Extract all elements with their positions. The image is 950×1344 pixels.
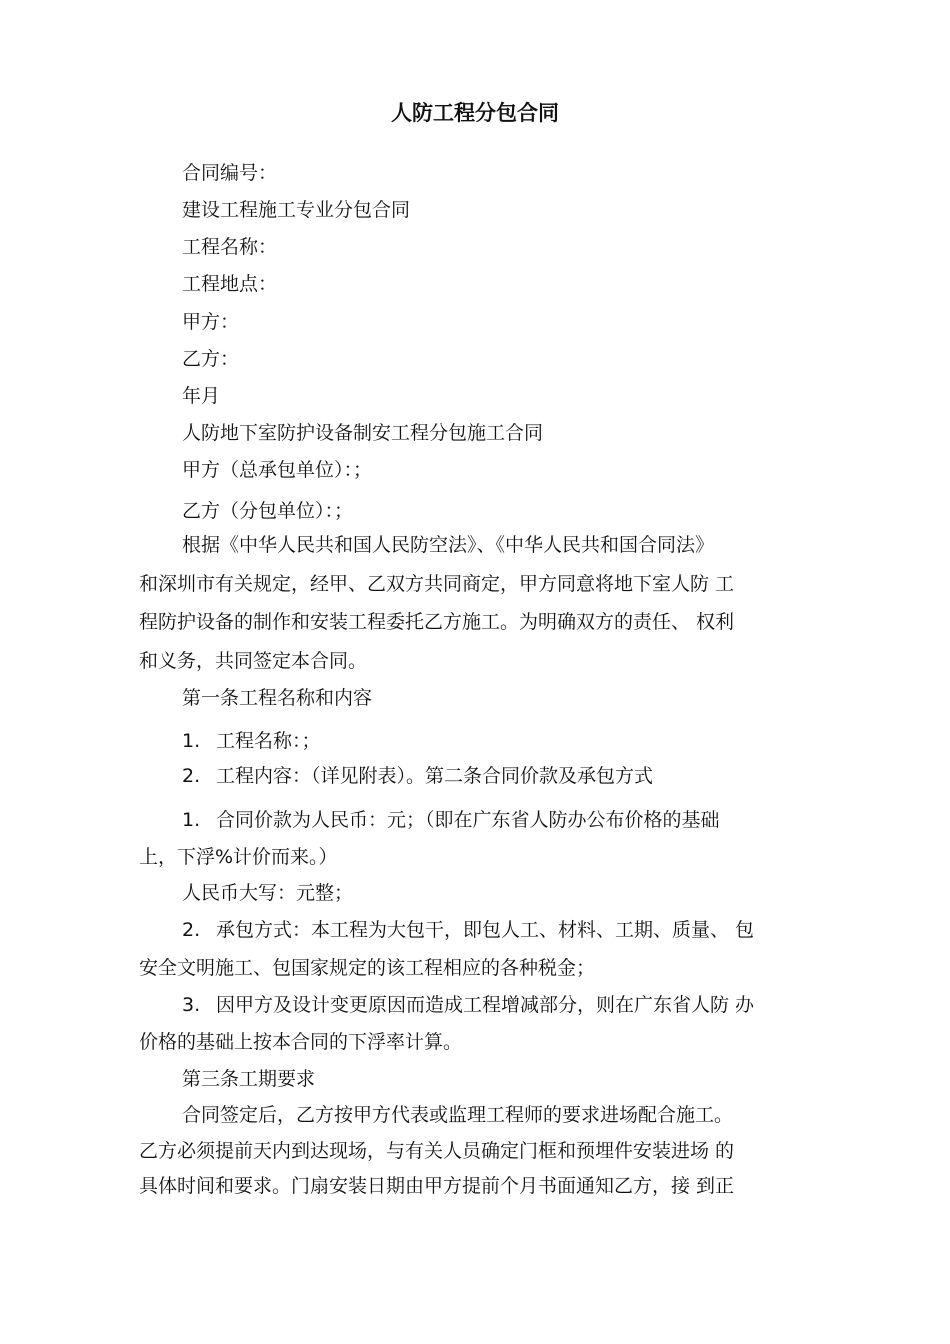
list-item	[182, 763, 653, 789]
paragraph-line: 人民币大写：元整；	[182, 882, 354, 904]
article-3-heading: 第三条工期要求	[182, 1068, 316, 1090]
list-item	[182, 728, 321, 754]
item-text: 因甲方及设计变更原因而造成工程增减部分，则在广东省人防 办	[216, 994, 755, 1016]
list-item	[182, 917, 754, 943]
item-number: 2.	[182, 765, 201, 787]
preamble-line: 程防护设备的制作和安装工程委托乙方施工。为明确双方的责任、 权利	[139, 611, 735, 633]
item-number: 2.	[182, 919, 201, 941]
contract-type-line: 建设工程施工专业分包合同	[182, 199, 411, 221]
preamble-line: 和深圳市有关规定，经甲、乙双方共同商定，甲方同意将地下室人防 工	[139, 573, 735, 595]
paragraph-line: 上，下浮%计价而来。）	[139, 846, 338, 868]
item-number: 1.	[182, 730, 201, 752]
list-item	[182, 992, 754, 1018]
article-1-heading: 第一条工程名称和内容	[182, 687, 373, 709]
list-item	[182, 807, 720, 833]
contract-subtitle: 人防地下室防护设备制安工程分包施工合同	[182, 422, 544, 444]
paragraph-line: 具体时间和要求。门扇安装日期由甲方提前个月书面通知乙方，接 到正	[139, 1175, 735, 1197]
item-text: 承包方式：本工程为大包干，即包人工、材料、工期、质量、 包	[216, 919, 755, 941]
item-text: 合同价款为人民币：元；（即在广东省人防办公布价格的基础	[216, 809, 720, 831]
project-name-line: 工程名称：	[182, 236, 278, 258]
paragraph-line: 合同签定后，乙方按甲方代表或监理工程师的要求进场配合施工。	[182, 1104, 734, 1126]
party-b-subcontractor-line: 乙方（分包单位）：；	[182, 500, 354, 522]
contract-number-line: 合同编号：	[182, 162, 278, 184]
preamble-line: 和义务，共同签定本合同。	[139, 650, 368, 672]
item-number: 3.	[182, 994, 201, 1016]
item-text: 工程内容：（详见附表）。第二条合同价款及承包方式	[216, 765, 654, 787]
paragraph-line: 乙方必须提前天内到达现场，与有关人员确定门框和预埋件安装进场 的	[139, 1140, 735, 1162]
party-a-line: 甲方：	[182, 311, 240, 333]
document-title: 人防工程分包合同	[391, 101, 559, 125]
date-line: 年月	[182, 385, 221, 407]
paragraph-line: 价格的基础上按本合同的下浮率计算。	[139, 1031, 463, 1053]
party-a-contractor-line: 甲方（总承包单位）：；	[182, 459, 373, 481]
item-number: 1.	[182, 809, 201, 831]
preamble-line: 根据《中华人民共和国人民防空法》、《中华人民共和国合同法》	[182, 534, 715, 556]
party-b-line: 乙方：	[182, 348, 240, 370]
paragraph-line: 安全文明施工、包国家规定的该工程相应的各种税金；	[139, 957, 596, 979]
project-location-line: 工程地点：	[182, 273, 278, 295]
item-text: 工程名称：；	[216, 730, 321, 752]
